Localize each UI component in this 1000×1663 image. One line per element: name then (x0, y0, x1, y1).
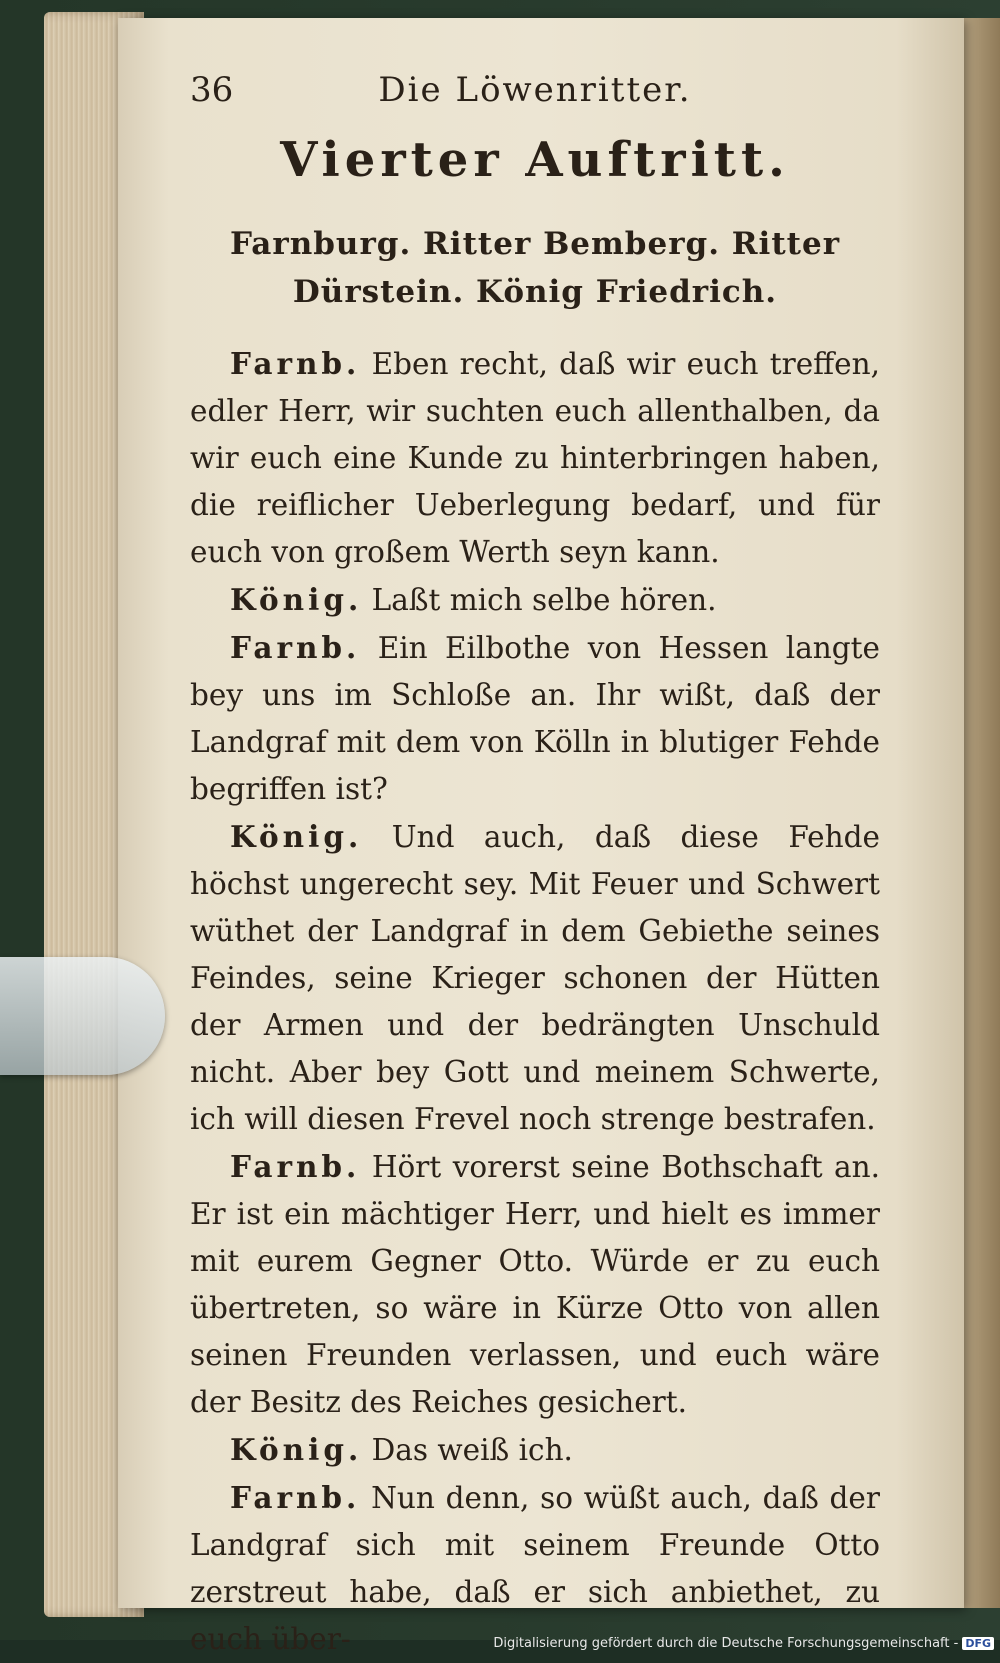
speech-text: Ein Eilbothe von Hessen langte bey uns im Schloße an. Ihr wißt, daß der Landgraf mit dem von Kölln in blutiger Fehde begriffen ist? (190, 631, 880, 806)
speech-text: Nun denn, so wüßt auch, daß der Landgraf sich mit seinem Freunde Otto zerstreut habe, daß er sich anbiethet, zu euch über- (190, 1481, 880, 1656)
speech-text: Das weiß ich. (371, 1433, 573, 1467)
speech (190, 624, 880, 813)
speaker: Farnb. (230, 1480, 361, 1515)
scene-title: Vierter Auftritt. (280, 132, 790, 188)
speaker: Farnb. (230, 630, 361, 665)
speech (190, 576, 880, 624)
footer-credit-text: Digitalisierung gefördert durch die Deutsche Forschungsgemeinschaft - (493, 1636, 959, 1651)
running-head (190, 70, 880, 110)
dfg-logo: DFG (962, 1637, 994, 1650)
speaker: Farnb. (230, 346, 361, 381)
speech (190, 1143, 880, 1426)
speech (190, 340, 880, 576)
speech (190, 1426, 880, 1474)
page-number: 36 (190, 70, 234, 110)
page-text (190, 70, 880, 1663)
book-spine (960, 18, 1000, 1608)
speech-text: Hört vorerst seine Bothschaft an. Er ist ein mächtiger Herr, und hielt es immer mit eurem Gegner Otto. Würde er zu euch übertreten, so wäre in Kürze Otto von allen seinen Freunden verlassen, und euch wäre der Besitz des Reiches gesichert. (190, 1150, 880, 1419)
speech (190, 1474, 880, 1663)
speech-text: Und auch, daß diese Fehde höchst ungerecht sey. Mit Feuer und Schwert wüthet der Landgraf in dem Gebiethe seines Feindes, seine Krieger schonen der Hütten der Armen und der bedrängten Unschuld nicht. Aber bey Gott und meinem Schwerte, ich will diesen Frevel noch strenge bestrafen. (190, 820, 880, 1136)
footer-credit (493, 1636, 994, 1651)
speaker: König. (230, 819, 363, 854)
speech-text: Eben recht, daß wir euch treffen, edler Herr, wir suchten euch allenthalben, da wir euch eine Kunde zu hinterbringen haben, die reiflicher Ueberlegung bedarf, und für euch von großem Werth seyn kann. (190, 347, 880, 569)
speech-text: Laßt mich selbe hören. (371, 583, 717, 617)
speech (190, 813, 880, 1143)
speaker: König. (230, 582, 363, 617)
bookmark-tab (0, 957, 165, 1075)
running-title: Die Löwenritter. (378, 70, 692, 110)
speaker: Farnb. (230, 1149, 361, 1184)
speaker: König. (230, 1432, 363, 1467)
cast-list: Farnburg. Ritter Bemberg. Ritter Dürstein. König Friedrich. (229, 226, 841, 310)
